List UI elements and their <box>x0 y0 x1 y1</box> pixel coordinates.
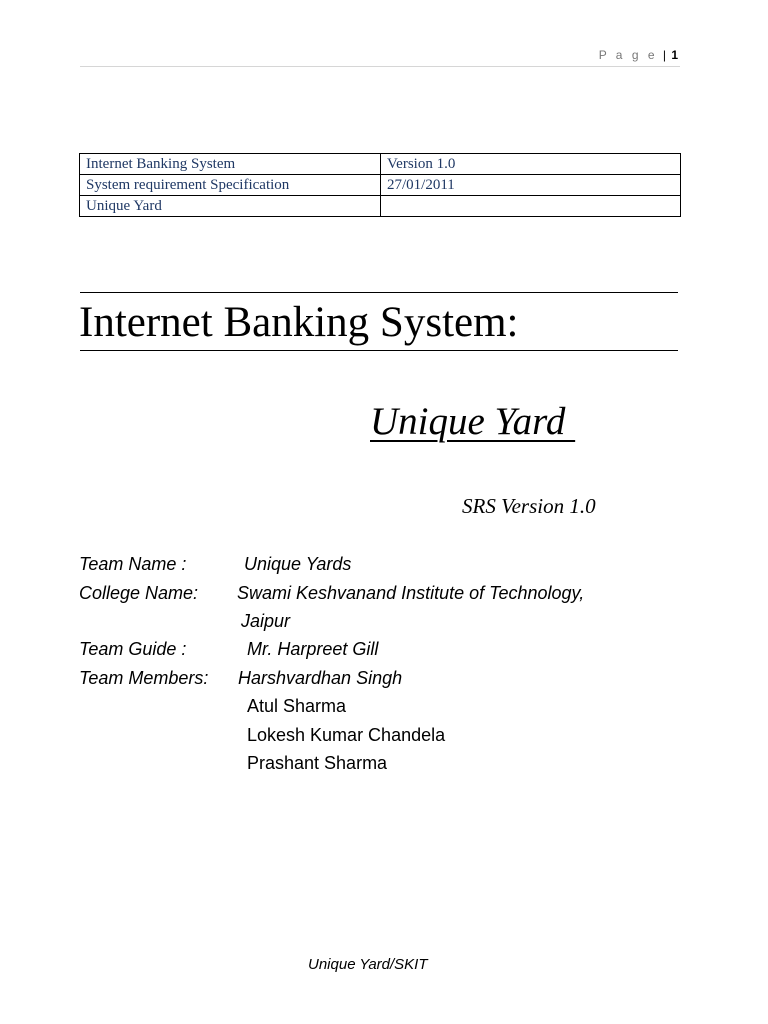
team-member: Prashant Sharma <box>247 753 388 773</box>
page-footer: Unique Yard/SKIT <box>308 956 428 973</box>
college-name-value: Swami Keshvanand Institute of Technology, <box>237 583 585 603</box>
table-cell: Internet Banking System <box>80 154 381 175</box>
table-row <box>80 154 681 175</box>
team-name-label: Team Name : <box>79 554 187 574</box>
team-member: Atul Sharma <box>247 696 347 716</box>
team-guide-label: Team Guide : <box>79 639 187 659</box>
table-row <box>80 175 681 196</box>
page-label: P a g e <box>598 48 658 62</box>
header-divider <box>80 66 680 67</box>
table-cell: Version 1.0 <box>381 154 681 175</box>
team-guide-value: Mr. Harpreet Gill <box>247 639 379 659</box>
page-number-value: 1 <box>671 48 678 62</box>
team-members-label: Team Members: <box>79 668 209 688</box>
table-cell: Unique Yard <box>80 196 381 217</box>
title-bottom-rule <box>80 350 678 351</box>
srs-version: SRS Version 1.0 <box>462 494 596 518</box>
page-separator: | <box>662 48 666 62</box>
college-name-city: Jaipur <box>241 611 291 631</box>
document-info-table <box>79 153 681 217</box>
page-number <box>599 48 678 62</box>
table-cell <box>381 196 681 217</box>
table-cell: System requirement Specification <box>80 175 381 196</box>
document-subtitle: Unique Yard <box>370 400 576 443</box>
team-member: Harshvardhan Singh <box>238 668 403 688</box>
table-cell: 27/01/2011 <box>381 175 681 196</box>
team-name-value: Unique Yards <box>244 554 352 574</box>
college-name-label: College Name: <box>79 583 199 603</box>
document-title: Internet Banking System: <box>79 299 519 346</box>
title-top-rule <box>80 292 678 293</box>
table-row <box>80 196 681 217</box>
team-member: Lokesh Kumar Chandela <box>247 725 446 745</box>
